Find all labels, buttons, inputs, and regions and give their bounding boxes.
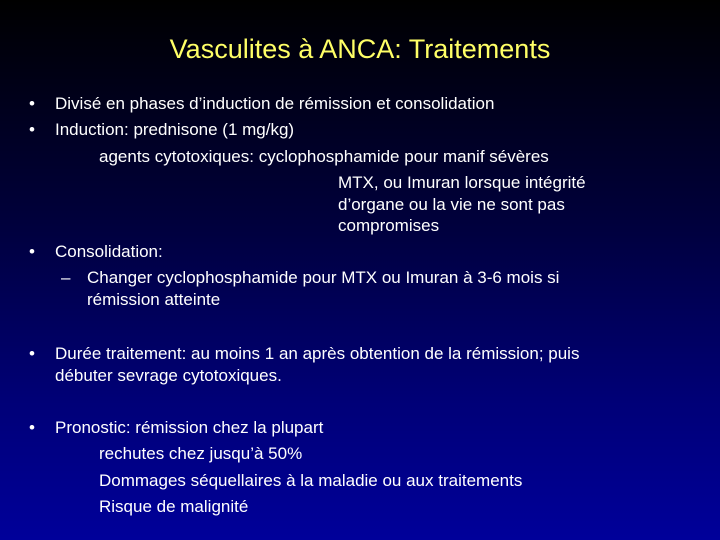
induction-line-organe: d’organe ou la vie ne sont pas bbox=[338, 195, 565, 214]
bullet-marker: • bbox=[29, 344, 35, 363]
sub-bullet-dash: – bbox=[61, 268, 71, 287]
bullet-duree-line-1: Durée traitement: au moins 1 an après obtention de la rémission; puis bbox=[55, 344, 580, 363]
consolidation-sub-line-1: Changer cyclophosphamide pour MTX ou Imuran à 3-6 mois si bbox=[87, 268, 560, 287]
consolidation-sub-line-2: rémission atteinte bbox=[87, 290, 221, 309]
slide-title: Vasculites à ANCA: Traitements bbox=[169, 34, 551, 64]
induction-line-mtx: MTX, ou Imuran lorsque intégrité bbox=[338, 173, 586, 192]
bullet-induction: Induction: prednisone (1 mg/kg) bbox=[55, 120, 295, 139]
bullet-marker: • bbox=[29, 120, 35, 139]
bullet-marker: • bbox=[29, 242, 35, 261]
induction-line-agents: agents cytotoxiques: cyclophosphamide pour manif sévères bbox=[99, 147, 549, 166]
bullet-phases: Divisé en phases d’induction de rémission et consolidation bbox=[55, 94, 495, 113]
bullet-consolidation: Consolidation: bbox=[55, 242, 163, 261]
bullet-marker: • bbox=[29, 94, 35, 113]
bullet-marker: • bbox=[29, 418, 35, 437]
bullet-duree-line-2: débuter sevrage cytotoxiques. bbox=[55, 366, 282, 385]
pronostic-line-rechutes: rechutes chez jusqu’à 50% bbox=[99, 444, 303, 463]
bullet-pronostic: Pronostic: rémission chez la plupart bbox=[55, 418, 324, 437]
pronostic-line-dommages: Dommages séquellaires à la maladie ou aux traitements bbox=[99, 471, 523, 490]
induction-line-compromises: compromises bbox=[338, 216, 440, 235]
pronostic-line-malignite: Risque de malignité bbox=[99, 497, 249, 516]
